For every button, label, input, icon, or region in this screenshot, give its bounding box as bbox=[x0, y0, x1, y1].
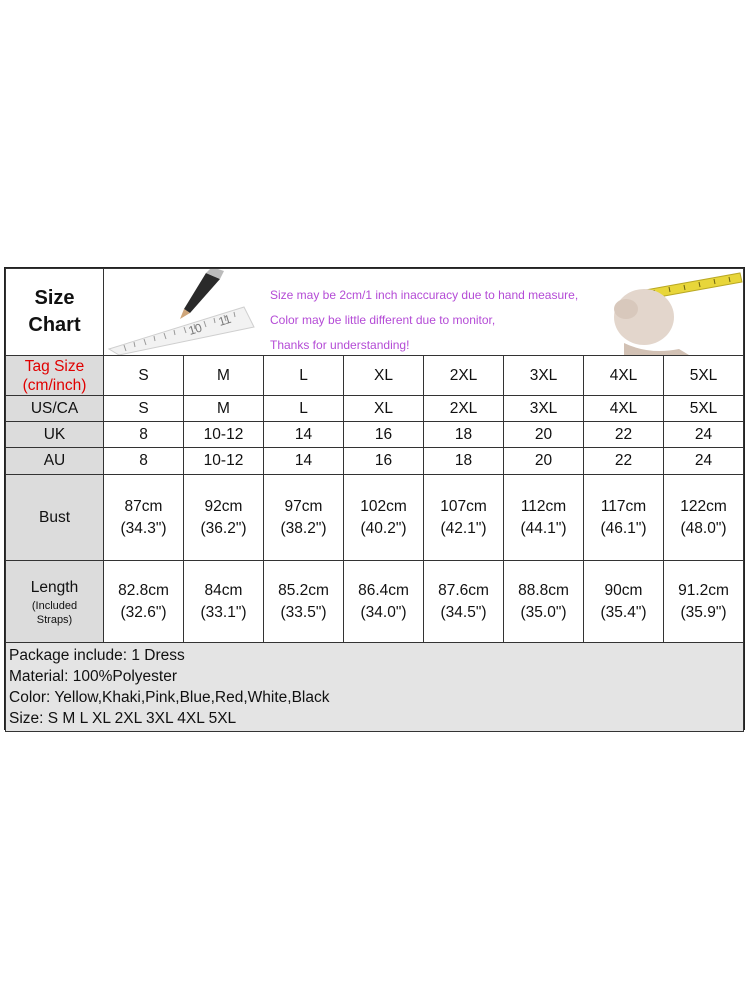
table-cell: 10-12 bbox=[184, 422, 264, 448]
length-inch: (33.1") bbox=[200, 603, 247, 621]
au-row bbox=[6, 448, 744, 475]
note-line: Size may be 2cm/1 inch inaccuracy due to hand measure, bbox=[270, 288, 579, 302]
length-note: (Included bbox=[31, 599, 78, 612]
row-label-uk: UK bbox=[6, 422, 104, 448]
table-cell bbox=[184, 475, 264, 561]
measuring-tape-illustration bbox=[614, 273, 742, 355]
length-cm: 85.2cm bbox=[278, 581, 329, 599]
length-inch: (35.0") bbox=[520, 603, 567, 621]
table-cell bbox=[424, 561, 504, 643]
table-cell: L bbox=[264, 396, 344, 422]
row-label-bust: Bust bbox=[6, 475, 104, 561]
bust-inch: (44.1") bbox=[520, 519, 567, 537]
table-cell: S bbox=[104, 396, 184, 422]
length-cm: 86.4cm bbox=[358, 581, 409, 599]
bust-inch: (34.3") bbox=[120, 519, 167, 537]
chart-title bbox=[6, 269, 104, 356]
bust-cm: 92cm bbox=[204, 497, 243, 515]
bust-inch: (40.2") bbox=[360, 519, 407, 537]
bust-cm: 107cm bbox=[440, 497, 487, 515]
table-cell: 8 bbox=[104, 448, 184, 475]
length-cm: 91.2cm bbox=[678, 581, 729, 599]
table-cell: 20 bbox=[504, 448, 584, 475]
bust-row bbox=[6, 475, 744, 561]
length-cm: 88.8cm bbox=[518, 581, 569, 599]
table-cell bbox=[344, 475, 424, 561]
table-cell bbox=[504, 561, 584, 643]
bust-cm: 97cm bbox=[284, 497, 323, 515]
table-cell: 14 bbox=[264, 422, 344, 448]
table-cell: 18 bbox=[424, 448, 504, 475]
table-cell: 24 bbox=[664, 448, 744, 475]
tag-size-unit-label: (cm/inch) bbox=[22, 376, 87, 394]
table-cell bbox=[264, 561, 344, 643]
table-cell: 18 bbox=[424, 422, 504, 448]
table-cell: 4XL bbox=[584, 396, 664, 422]
bust-cm: 112cm bbox=[520, 497, 567, 515]
table-cell: 20 bbox=[504, 422, 584, 448]
ruler-number-10: 10 bbox=[186, 320, 204, 338]
length-cm: 90cm bbox=[604, 581, 643, 599]
table-cell bbox=[664, 561, 744, 643]
table-cell bbox=[584, 475, 664, 561]
bust-cm: 122cm bbox=[680, 497, 727, 515]
table-cell: L bbox=[264, 356, 344, 396]
length-inch: (35.9") bbox=[680, 603, 727, 621]
product-info bbox=[6, 643, 744, 732]
table-cell bbox=[424, 475, 504, 561]
table-cell: 22 bbox=[584, 422, 664, 448]
bust-cm: 102cm bbox=[360, 497, 407, 515]
tag-size-label: Tag Size bbox=[24, 357, 85, 375]
table-cell: 2XL bbox=[424, 356, 504, 396]
row-label-us-ca: US/CA bbox=[6, 396, 104, 422]
length-inch: (32.6") bbox=[120, 603, 167, 621]
table-cell: 14 bbox=[264, 448, 344, 475]
table-cell: 22 bbox=[584, 448, 664, 475]
length-note: Straps) bbox=[36, 613, 73, 626]
size-chart bbox=[4, 267, 745, 730]
measurement-notes bbox=[270, 283, 578, 356]
chart-title-line2: Chart bbox=[28, 314, 81, 336]
table-cell: XL bbox=[344, 356, 424, 396]
table-cell: XL bbox=[344, 396, 424, 422]
table-cell: M bbox=[184, 396, 264, 422]
us-ca-row bbox=[6, 396, 744, 422]
uk-row bbox=[6, 422, 744, 448]
length-inch: (34.0") bbox=[360, 603, 407, 621]
chart-title-line1: Size bbox=[34, 287, 75, 309]
ruler-number-11: 11 bbox=[216, 311, 233, 329]
table-cell: S bbox=[104, 356, 184, 396]
bust-inch: (46.1") bbox=[600, 519, 647, 537]
length-row bbox=[6, 561, 744, 643]
bust-inch: (36.2") bbox=[200, 519, 247, 537]
length-cm: 84cm bbox=[204, 581, 243, 599]
length-cm: 82.8cm bbox=[118, 581, 169, 599]
table-cell: 24 bbox=[664, 422, 744, 448]
table-cell bbox=[264, 475, 344, 561]
size-info: Size: S M L XL 2XL 3XL 4XL 5XL bbox=[9, 710, 237, 727]
length-inch: (33.5") bbox=[280, 603, 327, 621]
table-cell: 5XL bbox=[664, 396, 744, 422]
note-line: Color may be little different due to monitor, bbox=[270, 313, 496, 327]
bust-cm: 87cm bbox=[124, 497, 163, 515]
table-cell: 10-12 bbox=[184, 448, 264, 475]
row-label-tag-size bbox=[6, 356, 104, 396]
table-cell: 3XL bbox=[504, 356, 584, 396]
length-inch: (35.4") bbox=[600, 603, 647, 621]
package-info: Package include: 1 Dress bbox=[9, 647, 185, 664]
table-cell: 5XL bbox=[664, 356, 744, 396]
table-cell bbox=[504, 475, 584, 561]
bust-cm: 117cm bbox=[600, 497, 647, 515]
table-cell bbox=[664, 475, 744, 561]
length-inch: (34.5") bbox=[440, 603, 487, 621]
material-info: Material: 100%Polyester bbox=[9, 668, 177, 685]
table-cell: 8 bbox=[104, 422, 184, 448]
size-table bbox=[5, 268, 744, 732]
note-line: Thanks for understanding! bbox=[270, 338, 410, 352]
table-cell: 2XL bbox=[424, 396, 504, 422]
table-cell: M bbox=[184, 356, 264, 396]
row-label-au: AU bbox=[6, 448, 104, 475]
table-cell bbox=[104, 561, 184, 643]
table-cell bbox=[344, 561, 424, 643]
bust-inch: (48.0") bbox=[680, 519, 727, 537]
color-info: Color: Yellow,Khaki,Pink,Blue,Red,White,Black bbox=[9, 689, 330, 706]
bust-inch: (42.1") bbox=[440, 519, 487, 537]
length-label: Length bbox=[30, 578, 79, 596]
table-cell bbox=[104, 475, 184, 561]
table-cell: 16 bbox=[344, 448, 424, 475]
table-cell bbox=[584, 561, 664, 643]
footer-row bbox=[6, 643, 744, 732]
length-cm: 87.6cm bbox=[438, 581, 489, 599]
bust-inch: (38.2") bbox=[280, 519, 327, 537]
table-cell bbox=[184, 561, 264, 643]
table-cell: 4XL bbox=[584, 356, 664, 396]
row-label-length bbox=[6, 561, 104, 643]
banner bbox=[104, 269, 744, 356]
tag-size-row bbox=[6, 356, 744, 396]
table-cell: 16 bbox=[344, 422, 424, 448]
table-cell: 3XL bbox=[504, 396, 584, 422]
banner-row bbox=[6, 269, 744, 356]
